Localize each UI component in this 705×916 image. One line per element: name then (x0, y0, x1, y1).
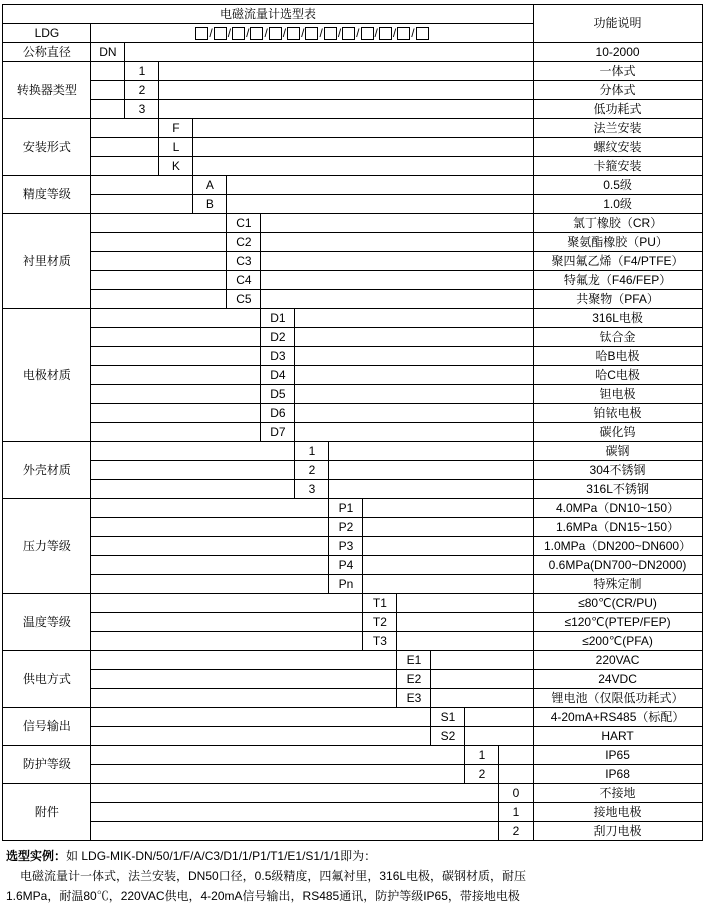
table-row (3, 195, 702, 214)
code-protection-2[interactable]: 2 (465, 765, 499, 784)
spacer-cell (431, 670, 533, 689)
spacer-cell (295, 404, 533, 423)
code-box-6[interactable] (287, 27, 300, 40)
code-housing-3[interactable]: 3 (295, 480, 329, 499)
row-label-accessories: 附件 (3, 784, 91, 841)
slash-4: / (264, 25, 268, 40)
desc-signal-s1: 4-20mA+RS485（标配） (533, 708, 702, 727)
spacer-cell (91, 594, 363, 613)
code-mounting-f[interactable]: F (159, 119, 193, 138)
desc-electrode-d2: 钛合金 (533, 328, 702, 347)
spacer-cell (91, 347, 261, 366)
desc-pressure-p3: 1.0MPa（DN200~DN600） (533, 537, 702, 556)
table-row (3, 404, 702, 423)
code-temperature-t3[interactable]: T3 (363, 632, 397, 651)
spacer-cell (465, 708, 533, 727)
code-accessory-1[interactable]: 1 (499, 803, 533, 822)
table-row (3, 651, 702, 670)
code-temperature-t2[interactable]: T2 (363, 613, 397, 632)
table-row (3, 62, 702, 81)
code-pressure-p1[interactable]: P1 (329, 499, 363, 518)
spacer-cell (329, 442, 533, 461)
spacer-cell (91, 423, 261, 442)
code-converter-type-3[interactable]: 3 (125, 100, 159, 119)
spacer-cell (295, 309, 533, 328)
code-mounting-k[interactable]: K (159, 157, 193, 176)
spacer-cell (91, 537, 329, 556)
code-housing-1[interactable]: 1 (295, 442, 329, 461)
code-electrode-d4[interactable]: D4 (261, 366, 295, 385)
code-lining-c5[interactable]: C5 (227, 290, 261, 309)
row-label-electrode-material: 电极材质 (3, 309, 91, 442)
spacer-cell (91, 404, 261, 423)
slash-2: / (227, 25, 232, 40)
desc-housing-1: 碳钢 (533, 442, 702, 461)
table-row (3, 385, 702, 404)
code-box-sequence (91, 24, 533, 43)
slash-7: / (319, 25, 323, 40)
spacer-cell (91, 803, 499, 822)
spacer-cell (193, 138, 533, 157)
table-title-row (3, 5, 702, 24)
table-row (3, 233, 702, 252)
code-converter-type-1[interactable]: 1 (125, 62, 159, 81)
spacer-cell (397, 632, 533, 651)
spacer-cell (91, 100, 125, 119)
desc-converter-type-2: 分体式 (533, 81, 702, 100)
spacer-cell (261, 252, 533, 271)
spacer-cell (91, 746, 465, 765)
spacer-cell (261, 233, 533, 252)
slash-10: / (374, 25, 378, 40)
code-box-13[interactable] (416, 27, 429, 40)
slash-1: / (209, 25, 213, 40)
table-row (3, 746, 702, 765)
spacer-cell (91, 689, 397, 708)
code-box-11[interactable] (379, 27, 392, 40)
spacer-cell (261, 214, 533, 233)
row-label-pressure-class: 压力等级 (3, 499, 91, 594)
spacer-cell (91, 575, 329, 594)
desc-lining-c4: 特氟龙（F46/FEP） (533, 271, 702, 290)
table-row (3, 613, 702, 632)
row-label-lining-material: 衬里材质 (3, 214, 91, 309)
table-header-right: 功能说明 (533, 5, 702, 43)
slash-11: / (392, 25, 397, 40)
spacer-cell (91, 328, 261, 347)
code-converter-type-2[interactable]: 2 (125, 81, 159, 100)
spacer-cell (363, 518, 533, 537)
code-box-2[interactable] (214, 27, 227, 40)
code-nominal-diameter-dn[interactable]: DN (91, 43, 125, 62)
table-row (3, 784, 702, 803)
desc-lining-c3: 聚四氟乙烯（F4/PTFE） (533, 252, 702, 271)
spacer-cell (91, 651, 397, 670)
code-box-4[interactable] (250, 27, 263, 40)
code-box-5[interactable] (269, 27, 282, 40)
spacer-cell (91, 233, 227, 252)
spacer-cell (193, 119, 533, 138)
desc-electrode-d3: 哈B电极 (533, 347, 702, 366)
desc-pressure-pn: 特殊定制 (533, 575, 702, 594)
desc-housing-3: 316L不锈钢 (533, 480, 702, 499)
row-label-housing-material: 外壳材质 (3, 442, 91, 499)
spacer-cell (329, 461, 533, 480)
table-row (3, 347, 702, 366)
table-row (3, 157, 702, 176)
spacer-cell (91, 290, 227, 309)
spacer-cell (261, 271, 533, 290)
code-box-3[interactable] (232, 27, 245, 40)
table-row (3, 138, 702, 157)
spec-table (2, 4, 702, 841)
footer-example-value: 如 LDG-MIK-DN/50/1/F/A/C3/D1/1/P1/T1/E1/S1/1/1即为： (66, 849, 377, 863)
footer-detail-line-2: 1.6MPa，耐温80℃，220VAC供电，4-20mA信号输出，RS485通讯，防护等级IP65，带接地电极 (6, 889, 520, 903)
code-pressure-p3[interactable]: P3 (329, 537, 363, 556)
code-accessory-2[interactable]: 2 (499, 822, 533, 841)
slash-6: / (301, 25, 305, 40)
desc-signal-s2: HART (533, 727, 702, 746)
code-electrode-d1[interactable]: D1 (261, 309, 295, 328)
table-row (3, 518, 702, 537)
desc-accessory-0: 不接地 (533, 784, 702, 803)
slash-9: / (356, 25, 360, 40)
spacer-cell (91, 632, 363, 651)
spacer-cell (295, 366, 533, 385)
spacer-cell (227, 176, 533, 195)
spacer-cell (91, 138, 159, 157)
code-box-1[interactable] (195, 27, 208, 40)
table-row (3, 594, 702, 613)
spacer-cell (91, 480, 295, 499)
spacer-cell (91, 252, 227, 271)
desc-nominal-diameter-range: 10-2000 (533, 43, 702, 62)
table-row (3, 537, 702, 556)
spacer-cell (499, 765, 533, 784)
code-lining-c1[interactable]: C1 (227, 214, 261, 233)
desc-converter-type-1: 一体式 (533, 62, 702, 81)
code-signal-s1[interactable]: S1 (431, 708, 465, 727)
desc-mounting-l: 螺纹安装 (533, 138, 702, 157)
code-box-sequence-inner (91, 24, 532, 42)
desc-electrode-d7: 碳化钨 (533, 423, 702, 442)
desc-power-e2: 24VDC (533, 670, 702, 689)
spacer-cell (295, 423, 533, 442)
footer-detail-line-1: 电磁流量计一体式，法兰安装，DN50口径，0.5级精度，四氟衬里，316L电极，碳钢材质，耐压 (20, 869, 527, 883)
code-box-10[interactable] (361, 27, 374, 40)
code-lining-c2[interactable]: C2 (227, 233, 261, 252)
spacer-cell (465, 727, 533, 746)
desc-accuracy-a: 0.5级 (533, 176, 702, 195)
spacer-cell (431, 689, 533, 708)
code-pressure-pn[interactable]: Pn (329, 575, 363, 594)
table-row (3, 442, 702, 461)
desc-electrode-d1: 316L电极 (533, 309, 702, 328)
code-signal-s2[interactable]: S2 (431, 727, 465, 746)
spacer-cell (91, 157, 159, 176)
spacer-cell (295, 328, 533, 347)
table-row (3, 499, 702, 518)
code-pressure-p2[interactable]: P2 (329, 518, 363, 537)
spacer-cell (193, 157, 533, 176)
spacer-cell (91, 366, 261, 385)
desc-pressure-p2: 1.6MPa（DN15~150） (533, 518, 702, 537)
desc-housing-2: 304不锈钢 (533, 461, 702, 480)
table-row (3, 423, 702, 442)
spacer-cell (91, 81, 125, 100)
table-row (3, 461, 702, 480)
footer-example-label: 选型实例： (6, 849, 67, 863)
code-box-8[interactable] (324, 27, 337, 40)
desc-mounting-f: 法兰安装 (533, 119, 702, 138)
table-row (3, 328, 702, 347)
code-temperature-t1[interactable]: T1 (363, 594, 397, 613)
table-row (3, 822, 702, 841)
spec-table-body (3, 5, 702, 841)
table-row (3, 575, 702, 594)
spacer-cell (159, 81, 533, 100)
desc-electrode-d5: 钽电极 (533, 385, 702, 404)
desc-accessory-2: 刮刀电极 (533, 822, 702, 841)
desc-accuracy-b: 1.0级 (533, 195, 702, 214)
spacer-cell (91, 765, 465, 784)
spacer-cell (91, 556, 329, 575)
table-row (3, 480, 702, 499)
table-row (3, 632, 702, 651)
spacer-cell (91, 708, 431, 727)
code-mounting-l[interactable]: L (159, 138, 193, 157)
spacer-cell (227, 195, 533, 214)
spacer-cell (363, 556, 533, 575)
spacer-cell (91, 176, 193, 195)
code-protection-1[interactable]: 1 (465, 746, 499, 765)
spacer-cell (91, 822, 499, 841)
table-row (3, 290, 702, 309)
row-label-protection-class: 防护等级 (3, 746, 91, 784)
table-row (3, 765, 702, 784)
spacer-cell (261, 290, 533, 309)
desc-mounting-k: 卡箍安装 (533, 157, 702, 176)
table-row (3, 727, 702, 746)
desc-protection-1: IP65 (533, 746, 702, 765)
table-row (3, 271, 702, 290)
code-accuracy-a[interactable]: A (193, 176, 227, 195)
code-electrode-d2[interactable]: D2 (261, 328, 295, 347)
row-label-power-supply: 供电方式 (3, 651, 91, 708)
code-electrode-d7[interactable]: D7 (261, 423, 295, 442)
table-row (3, 176, 702, 195)
table-row (3, 100, 702, 119)
desc-lining-c2: 聚氨酯橡胶（PU） (533, 233, 702, 252)
code-electrode-d6[interactable]: D6 (261, 404, 295, 423)
spacer-cell (431, 651, 533, 670)
spacer-cell (329, 480, 533, 499)
footer-notes (6, 847, 699, 905)
table-row (3, 556, 702, 575)
spacer-cell (125, 43, 533, 62)
row-label-signal-output: 信号输出 (3, 708, 91, 746)
table-row (3, 708, 702, 727)
code-electrode-d5[interactable]: D5 (261, 385, 295, 404)
code-accessory-0[interactable]: 0 (499, 784, 533, 803)
spacer-cell (91, 309, 261, 328)
desc-electrode-d4: 哈C电极 (533, 366, 702, 385)
spacer-cell (159, 100, 533, 119)
code-power-e3[interactable]: E3 (397, 689, 431, 708)
spacer-cell (91, 613, 363, 632)
row-label-accuracy-class: 精度等级 (3, 176, 91, 214)
code-power-e2[interactable]: E2 (397, 670, 431, 689)
desc-temperature-t1: ≤80℃(CR/PU) (533, 594, 702, 613)
code-lining-c4[interactable]: C4 (227, 271, 261, 290)
spacer-cell (91, 271, 227, 290)
spacer-cell (91, 518, 329, 537)
code-box-9[interactable] (342, 27, 355, 40)
desc-accessory-1: 接地电极 (533, 803, 702, 822)
spacer-cell (91, 499, 329, 518)
desc-lining-c1: 氯丁橡胶（CR） (533, 214, 702, 233)
table-row (3, 81, 702, 100)
table-title: 电磁流量计选型表 (3, 5, 533, 24)
desc-power-e3: 锂电池（仅限低功耗式） (533, 689, 702, 708)
code-accuracy-b[interactable]: B (193, 195, 227, 214)
footer-example-line (6, 847, 699, 865)
table-row (3, 670, 702, 689)
spacer-cell (91, 62, 125, 81)
code-housing-2[interactable]: 2 (295, 461, 329, 480)
spacer-cell (397, 594, 533, 613)
spacer-cell (91, 442, 295, 461)
spacer-cell (91, 119, 159, 138)
desc-pressure-p4: 0.6MPa(DN700~DN2000) (533, 556, 702, 575)
table-row (3, 689, 702, 708)
row-label-converter-type: 转换器类型 (3, 62, 91, 119)
spacer-cell (499, 746, 533, 765)
spacer-cell (295, 347, 533, 366)
slash-12: / (411, 25, 415, 40)
desc-protection-2: IP68 (533, 765, 702, 784)
desc-power-e1: 220VAC (533, 651, 702, 670)
code-power-e1[interactable]: E1 (397, 651, 431, 670)
ldg-label: LDG (3, 24, 91, 43)
table-row (3, 214, 702, 233)
desc-electrode-d6: 铂铱电极 (533, 404, 702, 423)
table-row (3, 119, 702, 138)
spacer-cell (397, 613, 533, 632)
row-label-temperature-class: 温度等级 (3, 594, 91, 651)
table-row (3, 366, 702, 385)
code-electrode-d3[interactable]: D3 (261, 347, 295, 366)
code-lining-c3[interactable]: C3 (227, 252, 261, 271)
slash-3: / (246, 25, 250, 40)
code-pressure-p4[interactable]: P4 (329, 556, 363, 575)
slash-5: / (282, 25, 287, 40)
code-box-12[interactable] (397, 27, 410, 40)
desc-converter-type-3: 低功耗式 (533, 100, 702, 119)
spacer-cell (91, 195, 193, 214)
spacer-cell (91, 727, 431, 746)
spacer-cell (91, 385, 261, 404)
desc-temperature-t3: ≤200℃(PFA) (533, 632, 702, 651)
code-box-7[interactable] (305, 27, 318, 40)
table-row (3, 803, 702, 822)
table-row (3, 309, 702, 328)
desc-temperature-t2: ≤120℃(PTEP/FEP) (533, 613, 702, 632)
spacer-cell (363, 499, 533, 518)
spacer-cell (159, 62, 533, 81)
desc-pressure-p1: 4.0MPa（DN10~150） (533, 499, 702, 518)
spacer-cell (363, 575, 533, 594)
slash-8: / (337, 25, 342, 40)
spacer-cell (91, 784, 499, 803)
spacer-cell (363, 537, 533, 556)
spacer-cell (295, 385, 533, 404)
row-label-mounting-type: 安装形式 (3, 119, 91, 176)
spacer-cell (91, 670, 397, 689)
spacer-cell (91, 461, 295, 480)
desc-lining-c5: 共聚物（PFA） (533, 290, 702, 309)
table-row (3, 252, 702, 271)
row-label-nominal-diameter: 公称直径 (3, 43, 91, 62)
table-row (3, 43, 702, 62)
spacer-cell (91, 214, 227, 233)
